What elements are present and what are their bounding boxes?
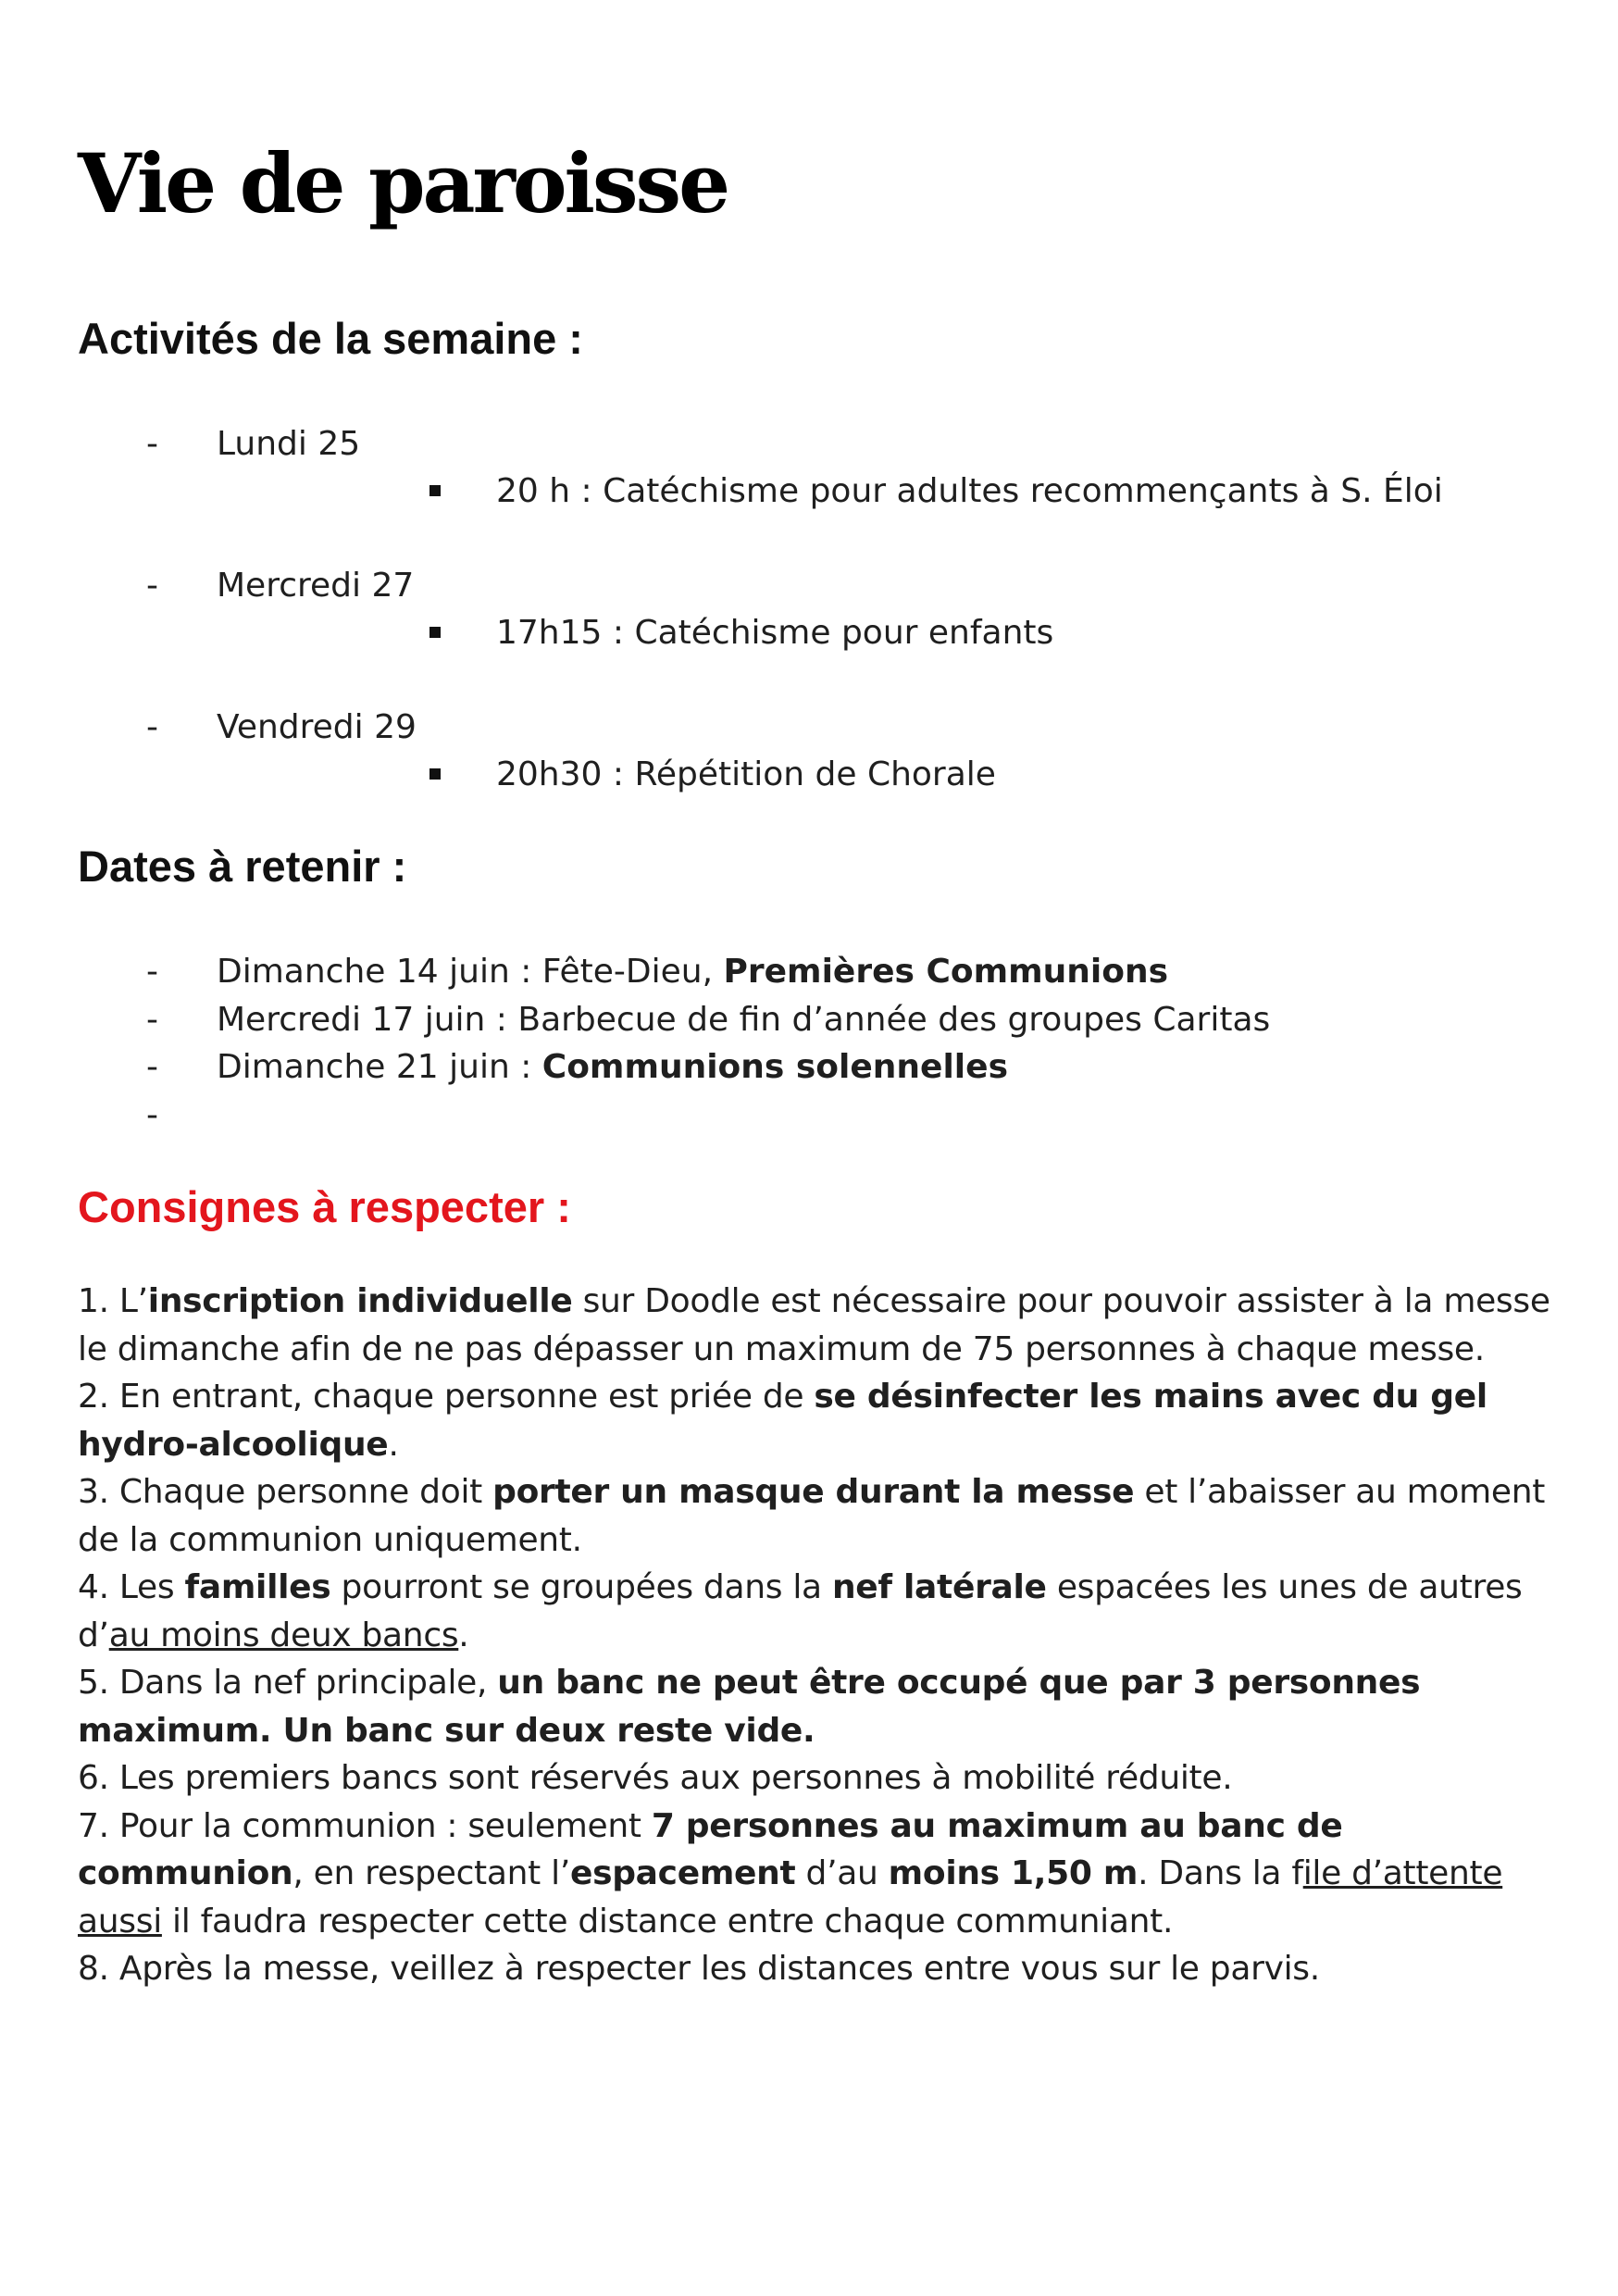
activity-day: Mercredi 27 — [217, 567, 415, 605]
page-title: Vie de paroisse — [78, 135, 728, 231]
rule-7: 7. Pour la communion : seulement 7 personnes au maximum au banc de communion, en respectant l’espacement d’au moins 1,50 m. Dans la file d’attente aussi il faudra respecter cette distance entre chaque communiant. — [78, 1806, 1503, 1940]
activity-day: Lundi 25 — [217, 425, 361, 463]
rule-1: 1. L’inscription individuelle sur Doodle est nécessaire pour pouvoir assister à la messe le dimanche afin de ne pas dépasser un maximum de 75 personnes à chaque messe. — [78, 1282, 1550, 1368]
list-dash: - — [146, 708, 158, 746]
rule-5: 5. Dans la nef principale, un banc ne peut être occupé que par 3 personnes maximum. Un banc sur deux reste vide. — [78, 1664, 1421, 1750]
activity-item: 20h30 : Répétition de Chorale — [496, 755, 996, 793]
date-item: Dimanche 21 juin : Communions solennelles — [217, 1048, 1008, 1086]
activity-item: 20 h : Catéchisme pour adultes recommençants à S. Éloi — [496, 472, 1443, 510]
date-item: Dimanche 14 juin : Fête-Dieu, Premières Communions — [217, 953, 1169, 991]
activity-item: 17h15 : Catéchisme pour enfants — [496, 614, 1054, 652]
consignes-list — [78, 1278, 1559, 1993]
rule-4: 4. Les familles pourront se groupées dans la nef latérale espacées les unes de autres d’au moins deux bancs. — [78, 1568, 1523, 1654]
rule-6: 6. Les premiers bancs sont réservés aux personnes à mobilité réduite. — [78, 1759, 1233, 1797]
list-dash: - — [146, 425, 158, 463]
square-bullet-icon — [429, 768, 441, 780]
rule-3: 3. Chaque personne doit porter un masque durant la messe et l’abaisser au moment de la communion uniquement. — [78, 1473, 1546, 1559]
list-dash: - — [146, 567, 158, 605]
activities-heading: Activités de la semaine : — [78, 314, 583, 363]
square-bullet-icon — [429, 485, 441, 496]
list-dash: - — [146, 953, 158, 991]
activity-day: Vendredi 29 — [217, 708, 417, 746]
dates-heading: Dates à retenir : — [78, 842, 407, 891]
rule-2: 2. En entrant, chaque personne est priée de se désinfecter les mains avec du gel hydro-alcoolique. — [78, 1378, 1487, 1464]
square-bullet-icon — [429, 627, 441, 638]
date-item: Mercredi 17 juin : Barbecue de fin d’année des groupes Caritas — [217, 1001, 1271, 1039]
list-dash: - — [146, 1096, 158, 1134]
consignes-heading: Consignes à respecter : — [78, 1182, 571, 1231]
list-dash: - — [146, 1001, 158, 1039]
list-dash: - — [146, 1048, 158, 1086]
rule-8: 8. Après la messe, veillez à respecter les distances entre vous sur le parvis. — [78, 1950, 1320, 1988]
